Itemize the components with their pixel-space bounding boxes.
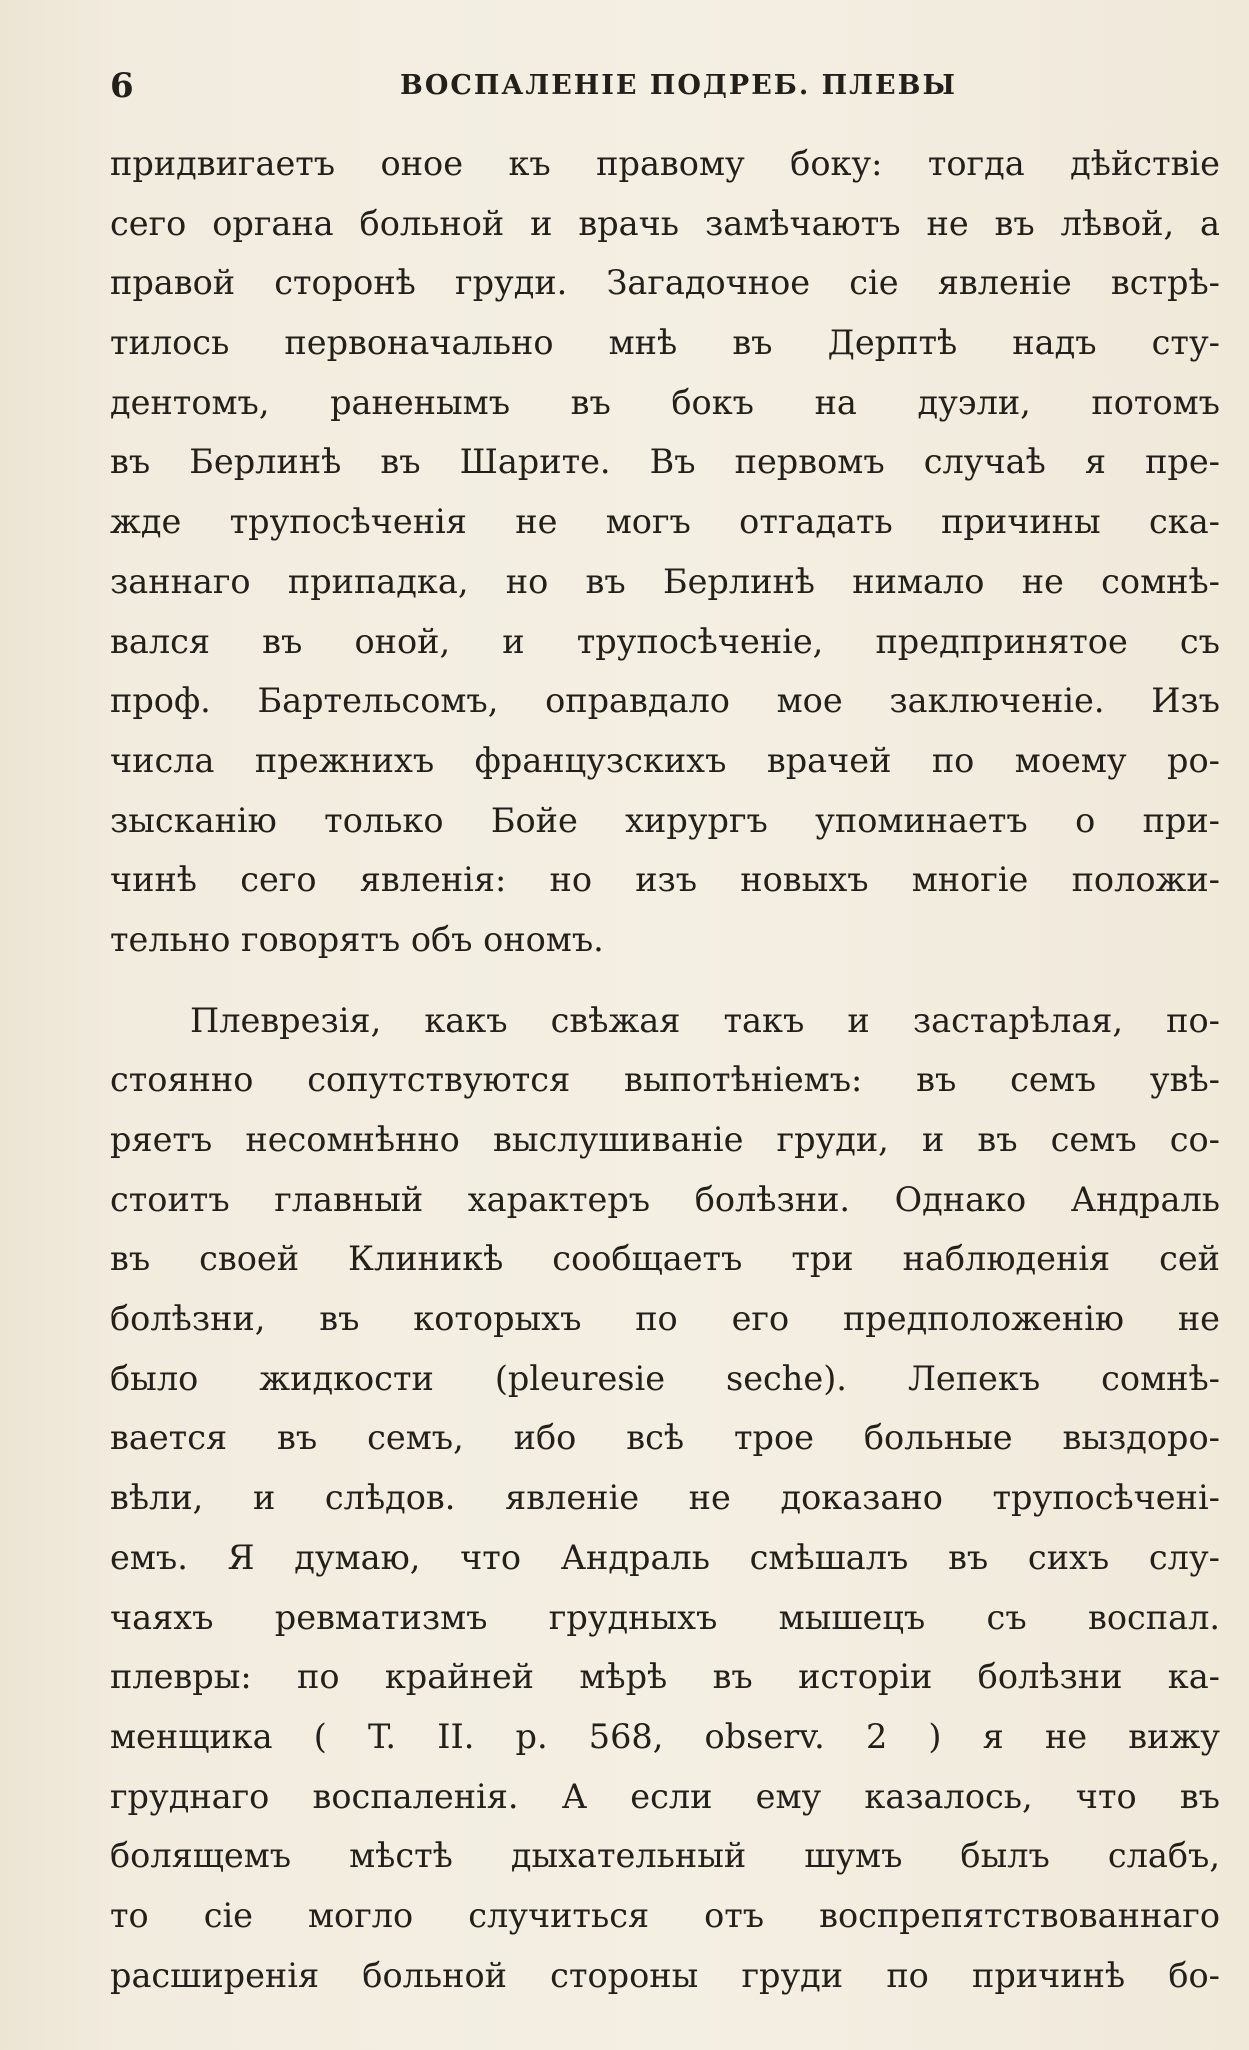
text-line: то сіе могло случиться отъ воспрепятствованнаго bbox=[110, 1895, 1220, 1935]
body-text bbox=[110, 134, 1220, 2005]
text-line: жде трупосѣченія не могъ отгадать причины ска- bbox=[110, 502, 1220, 542]
text-line: сего органа больной и врачь замѣчаютъ не въ лѣвой, а bbox=[110, 203, 1220, 243]
text-line: ряетъ несомнѣнно выслушиваніе груди, и въ семъ со- bbox=[110, 1120, 1220, 1159]
text-line: тилось первоначально мнѣ въ Дерптѣ надъ сту- bbox=[110, 323, 1220, 363]
text-line: Плеврезія, какъ свѣжая такъ и застарѣлая, по- bbox=[190, 1000, 1220, 1040]
page-number: 6 bbox=[110, 66, 135, 106]
text-line: тельно говорятъ объ ономъ. bbox=[110, 919, 604, 959]
text-line: расширенія больной стороны груди по причинѣ бо- bbox=[110, 1955, 1220, 1995]
text-line: вался въ оной, и трупосѣченіе, предпринятое съ bbox=[110, 621, 1220, 661]
text-line: груднаго воспаленія. А если ему казалось, что въ bbox=[110, 1776, 1220, 1816]
text-line: дентомъ, раненымъ въ бокъ на дуэли, потомъ bbox=[110, 382, 1220, 422]
text-line: зысканію только Бойе хирургъ упоминаетъ о при- bbox=[110, 800, 1220, 840]
text-line: стоитъ главный характеръ болѣзни. Однако Андраль bbox=[110, 1179, 1220, 1219]
paragraph-gap bbox=[110, 970, 1220, 991]
text-line: болѣзни, въ которыхъ по его предположенію не bbox=[110, 1299, 1220, 1339]
text-line: въ своей Клиникѣ сообщаетъ три наблюденія сей bbox=[110, 1239, 1220, 1279]
paragraph bbox=[110, 134, 1220, 970]
text-line: въ Берлинѣ въ Шарите. Въ первомъ случаѣ я пре- bbox=[110, 442, 1220, 482]
paragraph bbox=[110, 991, 1220, 2006]
text-line: проф. Бартельсомъ, оправдало мое заключеніе. Изъ bbox=[110, 681, 1220, 721]
text-line: было жидкости (pleuresie seche). Лепекъ сомнѣ- bbox=[110, 1358, 1220, 1398]
text-line: заннаго припадка, но въ Берлинѣ нимало не сомнѣ- bbox=[110, 561, 1220, 601]
text-line: чинѣ сего явленія: но изъ новыхъ многіе положи- bbox=[110, 860, 1220, 900]
text-line: чаяхъ ревматизмъ грудныхъ мышецъ съ воспал. bbox=[110, 1597, 1220, 1637]
text-line: вѣли, и слѣдов. явленіе не доказано трупосѣчені- bbox=[110, 1478, 1220, 1518]
text-line: числа прежнихъ французскихъ врачей по моему ро- bbox=[110, 740, 1220, 780]
text-line: вается въ семъ, ибо всѣ трое больные выздоро- bbox=[110, 1418, 1220, 1458]
page-header bbox=[110, 66, 1210, 116]
text-line: болящемъ мѣстѣ дыхательный шумъ былъ слабъ, bbox=[110, 1836, 1220, 1876]
text-line: стоянно сопутствуются выпотѣніемъ: въ семъ увѣ- bbox=[110, 1060, 1220, 1100]
text-line: менщика ( T. II. p. 568, observ. 2 ) я не вижу bbox=[110, 1716, 1220, 1756]
text-line: емъ. Я думаю, что Андраль смѣшалъ въ сихъ слу- bbox=[110, 1537, 1220, 1577]
text-line: придвигаетъ оное къ правому боку: тогда дѣйствіе bbox=[110, 144, 1220, 183]
text-line: плевры: по крайней мѣрѣ въ исторіи болѣзни ка- bbox=[110, 1657, 1220, 1697]
text-line: правой сторонѣ груди. Загадочное сіе явленіе встрѣ- bbox=[110, 263, 1220, 303]
running-head: ВОСПАЛЕНІЕ ПОДРЕБ. ПЛЕВЫ bbox=[400, 70, 957, 101]
